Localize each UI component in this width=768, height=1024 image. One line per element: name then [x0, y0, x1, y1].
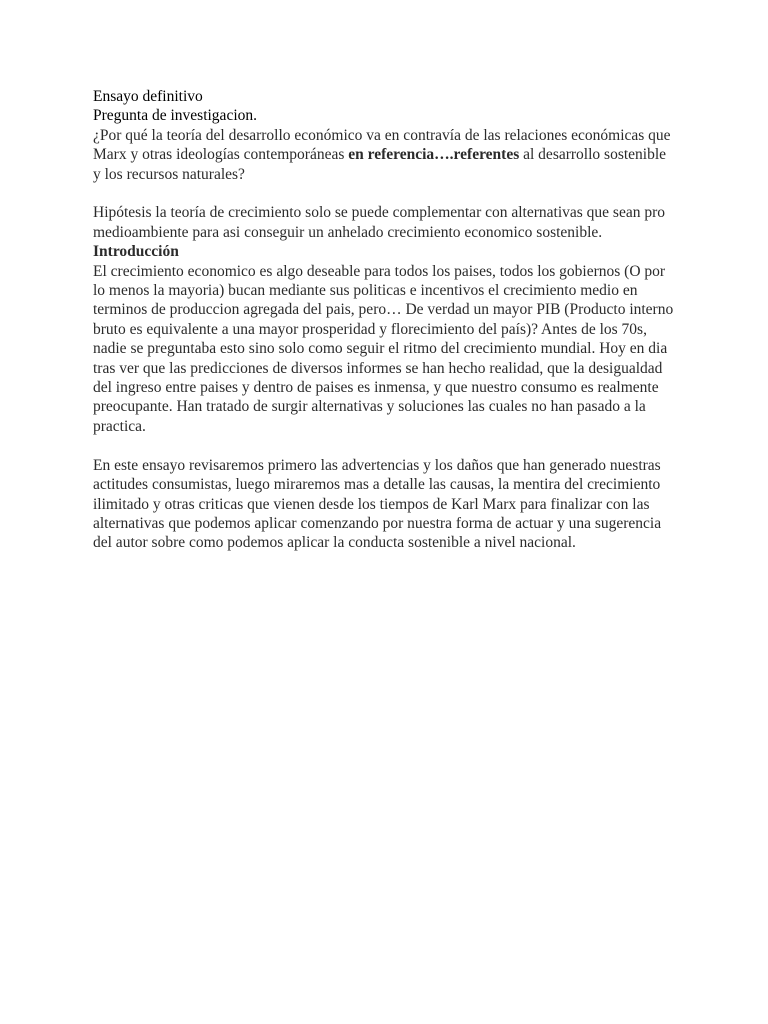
- introduction-paragraph: [93, 262, 683, 437]
- paragraph-line: actitudes consumistas, luego miraremos mas a detalle las causas, la mentira del crecimiento: [93, 476, 661, 494]
- document-page: [93, 87, 683, 553]
- hypothesis-line: Hipótesis la teoría de crecimiento solo se puede complementar con alternativas que sean pro: [93, 204, 666, 222]
- paragraph-spacer: [93, 184, 683, 203]
- paragraph-line: lo menos la mayoria) bucan mediante sus politicas e incentivos el crecimiento medio en: [93, 282, 638, 300]
- hypothesis: [93, 203, 683, 242]
- hypothesis-line: medioambiente para asi conseguir un anhelado crecimiento economico sostenible.: [93, 223, 603, 241]
- research-question-line: [93, 145, 683, 164]
- research-question-label: Pregunta de investigacion.: [93, 107, 257, 125]
- research-question-line: y los recursos naturales?: [93, 165, 245, 183]
- paragraph-line: ilimitado y otras criticas que vienen desde los tiempos de Karl Marx para finalizar con las: [93, 495, 650, 513]
- paragraph-line: alternativas que podemos aplicar comenzando por nuestra forma de actuar y una sugerencia: [93, 514, 662, 532]
- paragraph-line: terminos de produccion agregada del pais, pero… De verdad un mayor PIB (Producto interno: [93, 301, 674, 319]
- paragraph-line: del ingreso entre paises y dentro de paises es inmensa, y que nuestro consumo es realmente: [93, 379, 659, 397]
- paragraph-line: tras ver que las predicciones de diversos informes se han hecho realidad, que la desigualdad: [93, 359, 663, 377]
- paragraph-line: del autor sobre como podemos aplicar la conducta sostenible a nivel nacional.: [93, 534, 576, 552]
- research-question-text: al desarrollo sostenible: [519, 146, 667, 164]
- research-question-bold-text: en referencia….referentes: [348, 146, 520, 164]
- document-title: Ensayo definitivo: [93, 88, 203, 105]
- paragraph-line: El crecimiento economico es algo deseable para todos los paises, todos los gobiernos (O por: [93, 262, 666, 280]
- paragraph-line: preocupante. Han tratado de surgir alternativas y soluciones las cuales no han pasado a la: [93, 398, 646, 416]
- paragraph-line: En este ensayo revisaremos primero las advertencias y los daños que han generado nuestras: [93, 456, 661, 474]
- paragraph-line: practica.: [93, 417, 146, 435]
- research-question-line: ¿Por qué la teoría del desarrollo económico va en contravía de las relaciones económicas que: [93, 126, 671, 144]
- introduction-heading: Introducción: [93, 243, 179, 261]
- paragraph-line: bruto es equivalente a una mayor prosperidad y florecimiento del país)? Antes de los 70s,: [93, 320, 647, 338]
- research-question-text: Marx y otras ideologías contemporáneas: [93, 146, 349, 164]
- research-question: [93, 126, 683, 184]
- essay-plan-paragraph: [93, 456, 683, 553]
- paragraph-spacer: [93, 436, 683, 455]
- paragraph-line: nadie se preguntaba esto sino solo como seguir el ritmo del crecimiento mundial. Hoy en dia: [93, 340, 668, 358]
